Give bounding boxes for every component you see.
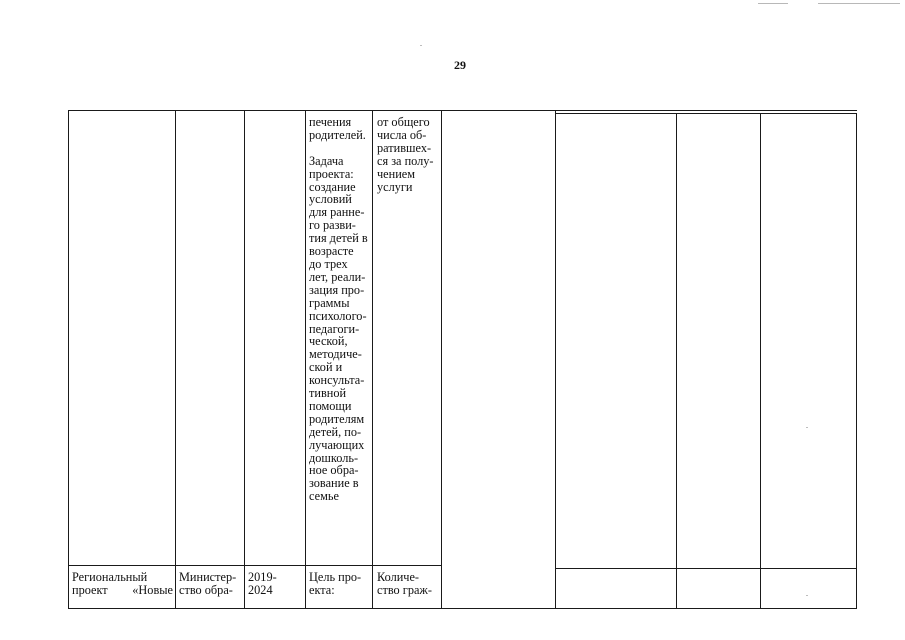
text-line: для ранне-	[309, 205, 365, 220]
text-line: лет, реали-	[309, 269, 366, 284]
column-border	[305, 110, 306, 609]
text-word: «Новые	[132, 582, 173, 597]
text-line: семье	[309, 489, 339, 504]
text-line: помощи	[309, 398, 352, 413]
blank-line	[309, 142, 368, 155]
column-border	[555, 110, 556, 609]
column-border	[676, 113, 677, 609]
table-top-border	[68, 110, 857, 111]
column-border	[760, 113, 761, 609]
row-divider-right	[555, 568, 857, 569]
text-line: Цель про-	[309, 570, 362, 584]
text-line: 2024	[248, 582, 273, 597]
column-border	[856, 113, 857, 609]
cell-indicator	[377, 571, 432, 597]
text-line: зование в	[309, 476, 359, 491]
cell-project-name	[72, 571, 173, 597]
text-line: до трех	[309, 256, 348, 271]
text-line: екта:	[309, 582, 335, 597]
text-line: консульта-	[309, 373, 365, 388]
text-line: ческой,	[309, 334, 348, 349]
cell-goal	[309, 571, 361, 597]
column-border	[441, 110, 442, 609]
text-line: педагоги-	[309, 321, 360, 336]
column-border	[244, 110, 245, 609]
text-line: дошколь-	[309, 450, 359, 465]
table-bottom-border	[68, 608, 857, 609]
cell-period	[248, 571, 277, 597]
scan-artifact-line	[818, 3, 900, 4]
text-word: проект	[72, 582, 108, 597]
row-divider-left	[68, 565, 441, 566]
text-line: граммы	[309, 295, 350, 310]
text-line: родителей.	[309, 127, 366, 142]
text-line: от общего	[377, 115, 430, 129]
text-line: ской и	[309, 360, 343, 375]
text-line: 2019-	[248, 570, 277, 584]
text-line: тия детей в	[309, 231, 368, 246]
scan-artifact-speck	[420, 45, 422, 46]
column-border	[68, 110, 69, 609]
cell-responsible	[179, 571, 236, 597]
text-line: ное обра-	[309, 463, 359, 478]
text-line: условий	[309, 192, 352, 207]
text-line: ство граж-	[377, 582, 433, 597]
cell-task-text	[309, 116, 368, 503]
text-line: тивной	[309, 386, 347, 401]
cell-indicator-text	[377, 116, 434, 193]
text-line: зация про-	[309, 282, 365, 297]
text-line: ство обра-	[179, 582, 233, 597]
text-line: го разви-	[309, 218, 356, 233]
column-border	[175, 110, 176, 609]
text-line: числа об-	[377, 127, 427, 142]
text-line: печения	[309, 115, 352, 129]
text-line: Задача	[309, 153, 344, 168]
text-line	[72, 584, 173, 597]
text-line: возрасте	[309, 244, 354, 259]
text-line: Количе-	[377, 570, 420, 584]
table-top-border-right	[555, 113, 857, 114]
text-line: Министер-	[179, 570, 237, 584]
text-line: создание	[309, 179, 356, 194]
text-line: родителям	[309, 411, 365, 426]
text-line: методиче-	[309, 347, 362, 362]
text-line: лучающих	[309, 437, 365, 452]
text-line: детей, по-	[309, 424, 362, 439]
text-line: Региональный	[72, 570, 148, 584]
text-line: ся за полу-	[377, 153, 434, 168]
scan-artifact-speck	[806, 427, 808, 428]
scan-artifact-speck	[806, 595, 808, 596]
page-number: 29	[454, 58, 466, 72]
column-border	[372, 110, 373, 609]
text-line: проекта:	[309, 166, 354, 181]
text-line: психолого-	[309, 308, 367, 323]
text-line: ратившех-	[377, 140, 432, 155]
scan-artifact-line	[758, 3, 788, 4]
text-line: чением	[377, 166, 416, 181]
text-line: услуги	[377, 179, 413, 194]
